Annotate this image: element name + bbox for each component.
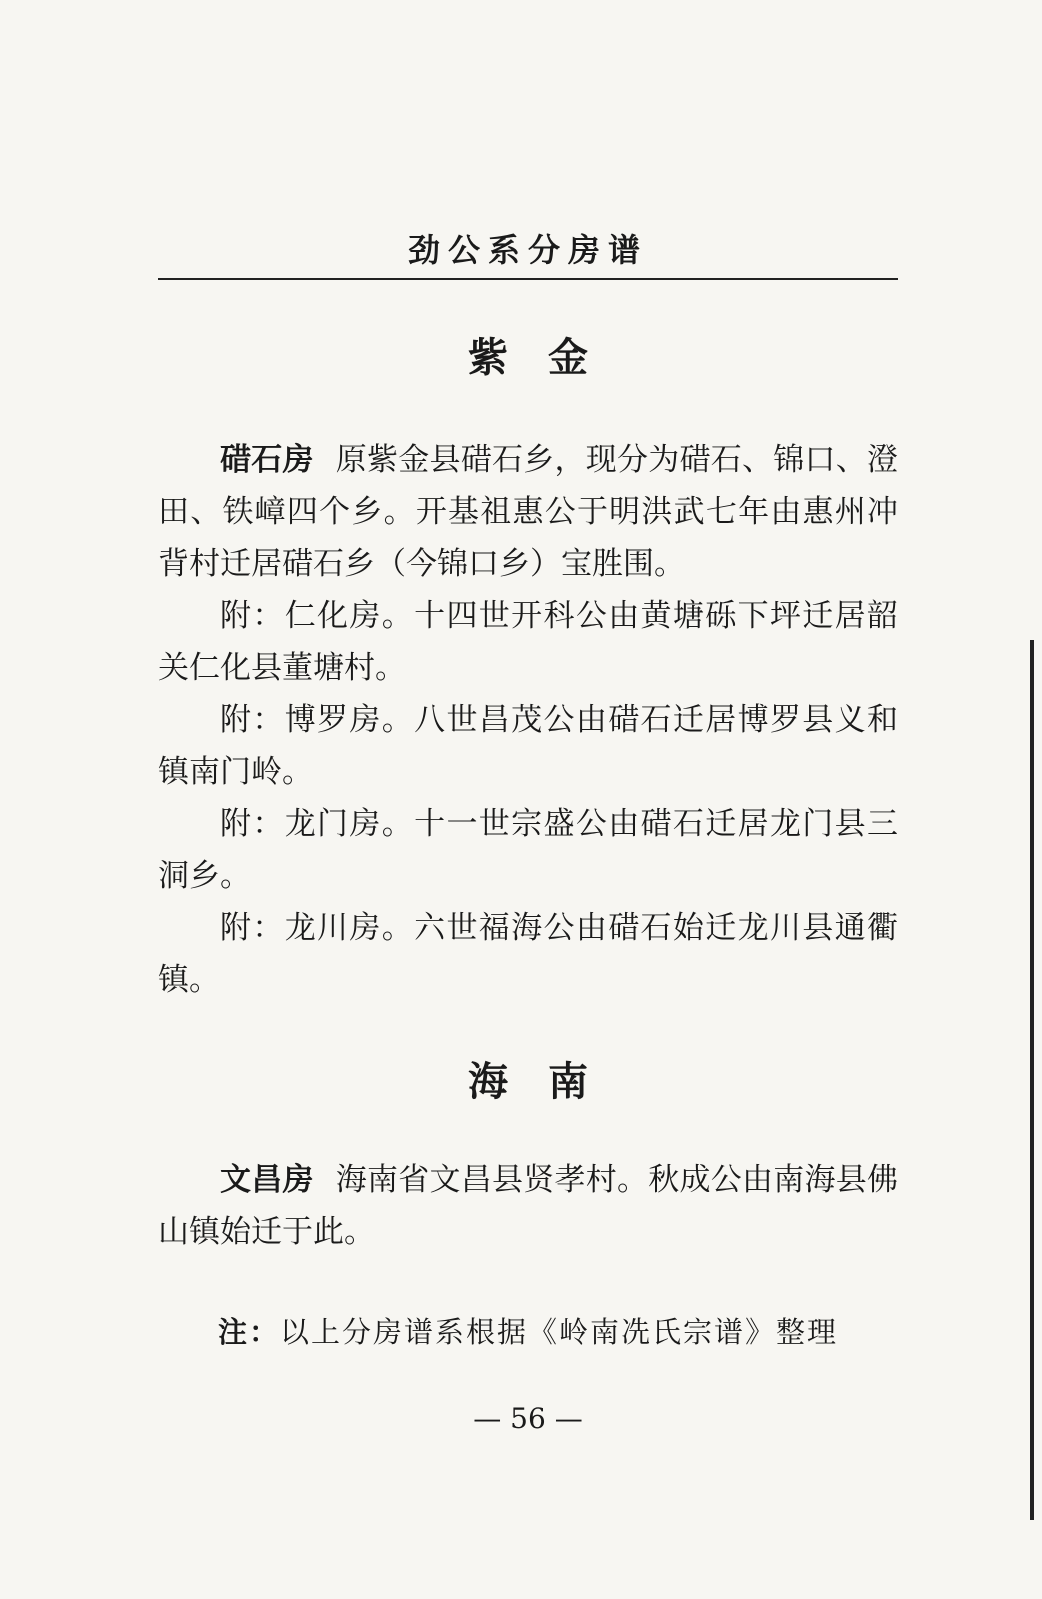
paragraph [158,694,898,798]
paragraph-text: 原紫金县碏石乡，现分为碏石、锦口、澄田、铁嶂四个乡。开基祖惠公于明洪武七年由惠州冲背村迁居碏石乡（今锦口乡）宝胜围。 [158,442,898,582]
house-name: 碏石房 [220,442,314,478]
header-rule [158,278,898,280]
section-body-hainan [158,1154,898,1258]
paragraph [158,590,898,694]
footnote [218,1310,898,1351]
section-title-hainan: 海 南 [468,1058,588,1105]
paragraph-text: 附：博罗房。八世昌茂公由碏石迁居博罗县义和镇南门岭。 [158,702,898,790]
paragraph-text: 海南省文昌县贤孝村。秋成公由南海县佛山镇始迁于此。 [158,1162,898,1250]
paragraph [158,1154,898,1258]
section-title-zijin: 紫 金 [468,334,588,381]
page-number: — 56 — [473,1402,583,1435]
paragraph-text: 附：龙门房。十一世宗盛公由碏石迁居龙门县三洞乡。 [158,806,898,894]
house-name: 文昌房 [220,1162,314,1198]
paragraph-text: 附：龙川房。六世福海公由碏石始迁龙川县通衢镇。 [158,910,898,998]
scan-edge-shadow [1030,640,1034,1520]
paragraph [158,798,898,902]
paragraph [158,902,898,1006]
running-head: 劲公系分房谱 [407,231,648,269]
paragraph [158,434,898,590]
paragraph-text: 附：仁化房。十四世开科公由黄塘砾下坪迁居韶关仁化县董塘村。 [158,598,898,686]
note-text: 以上分房谱系根据《岭南冼氏宗谱》整理 [280,1315,839,1349]
section-body-zijin [158,434,898,1006]
note-label: 注： [218,1315,281,1349]
